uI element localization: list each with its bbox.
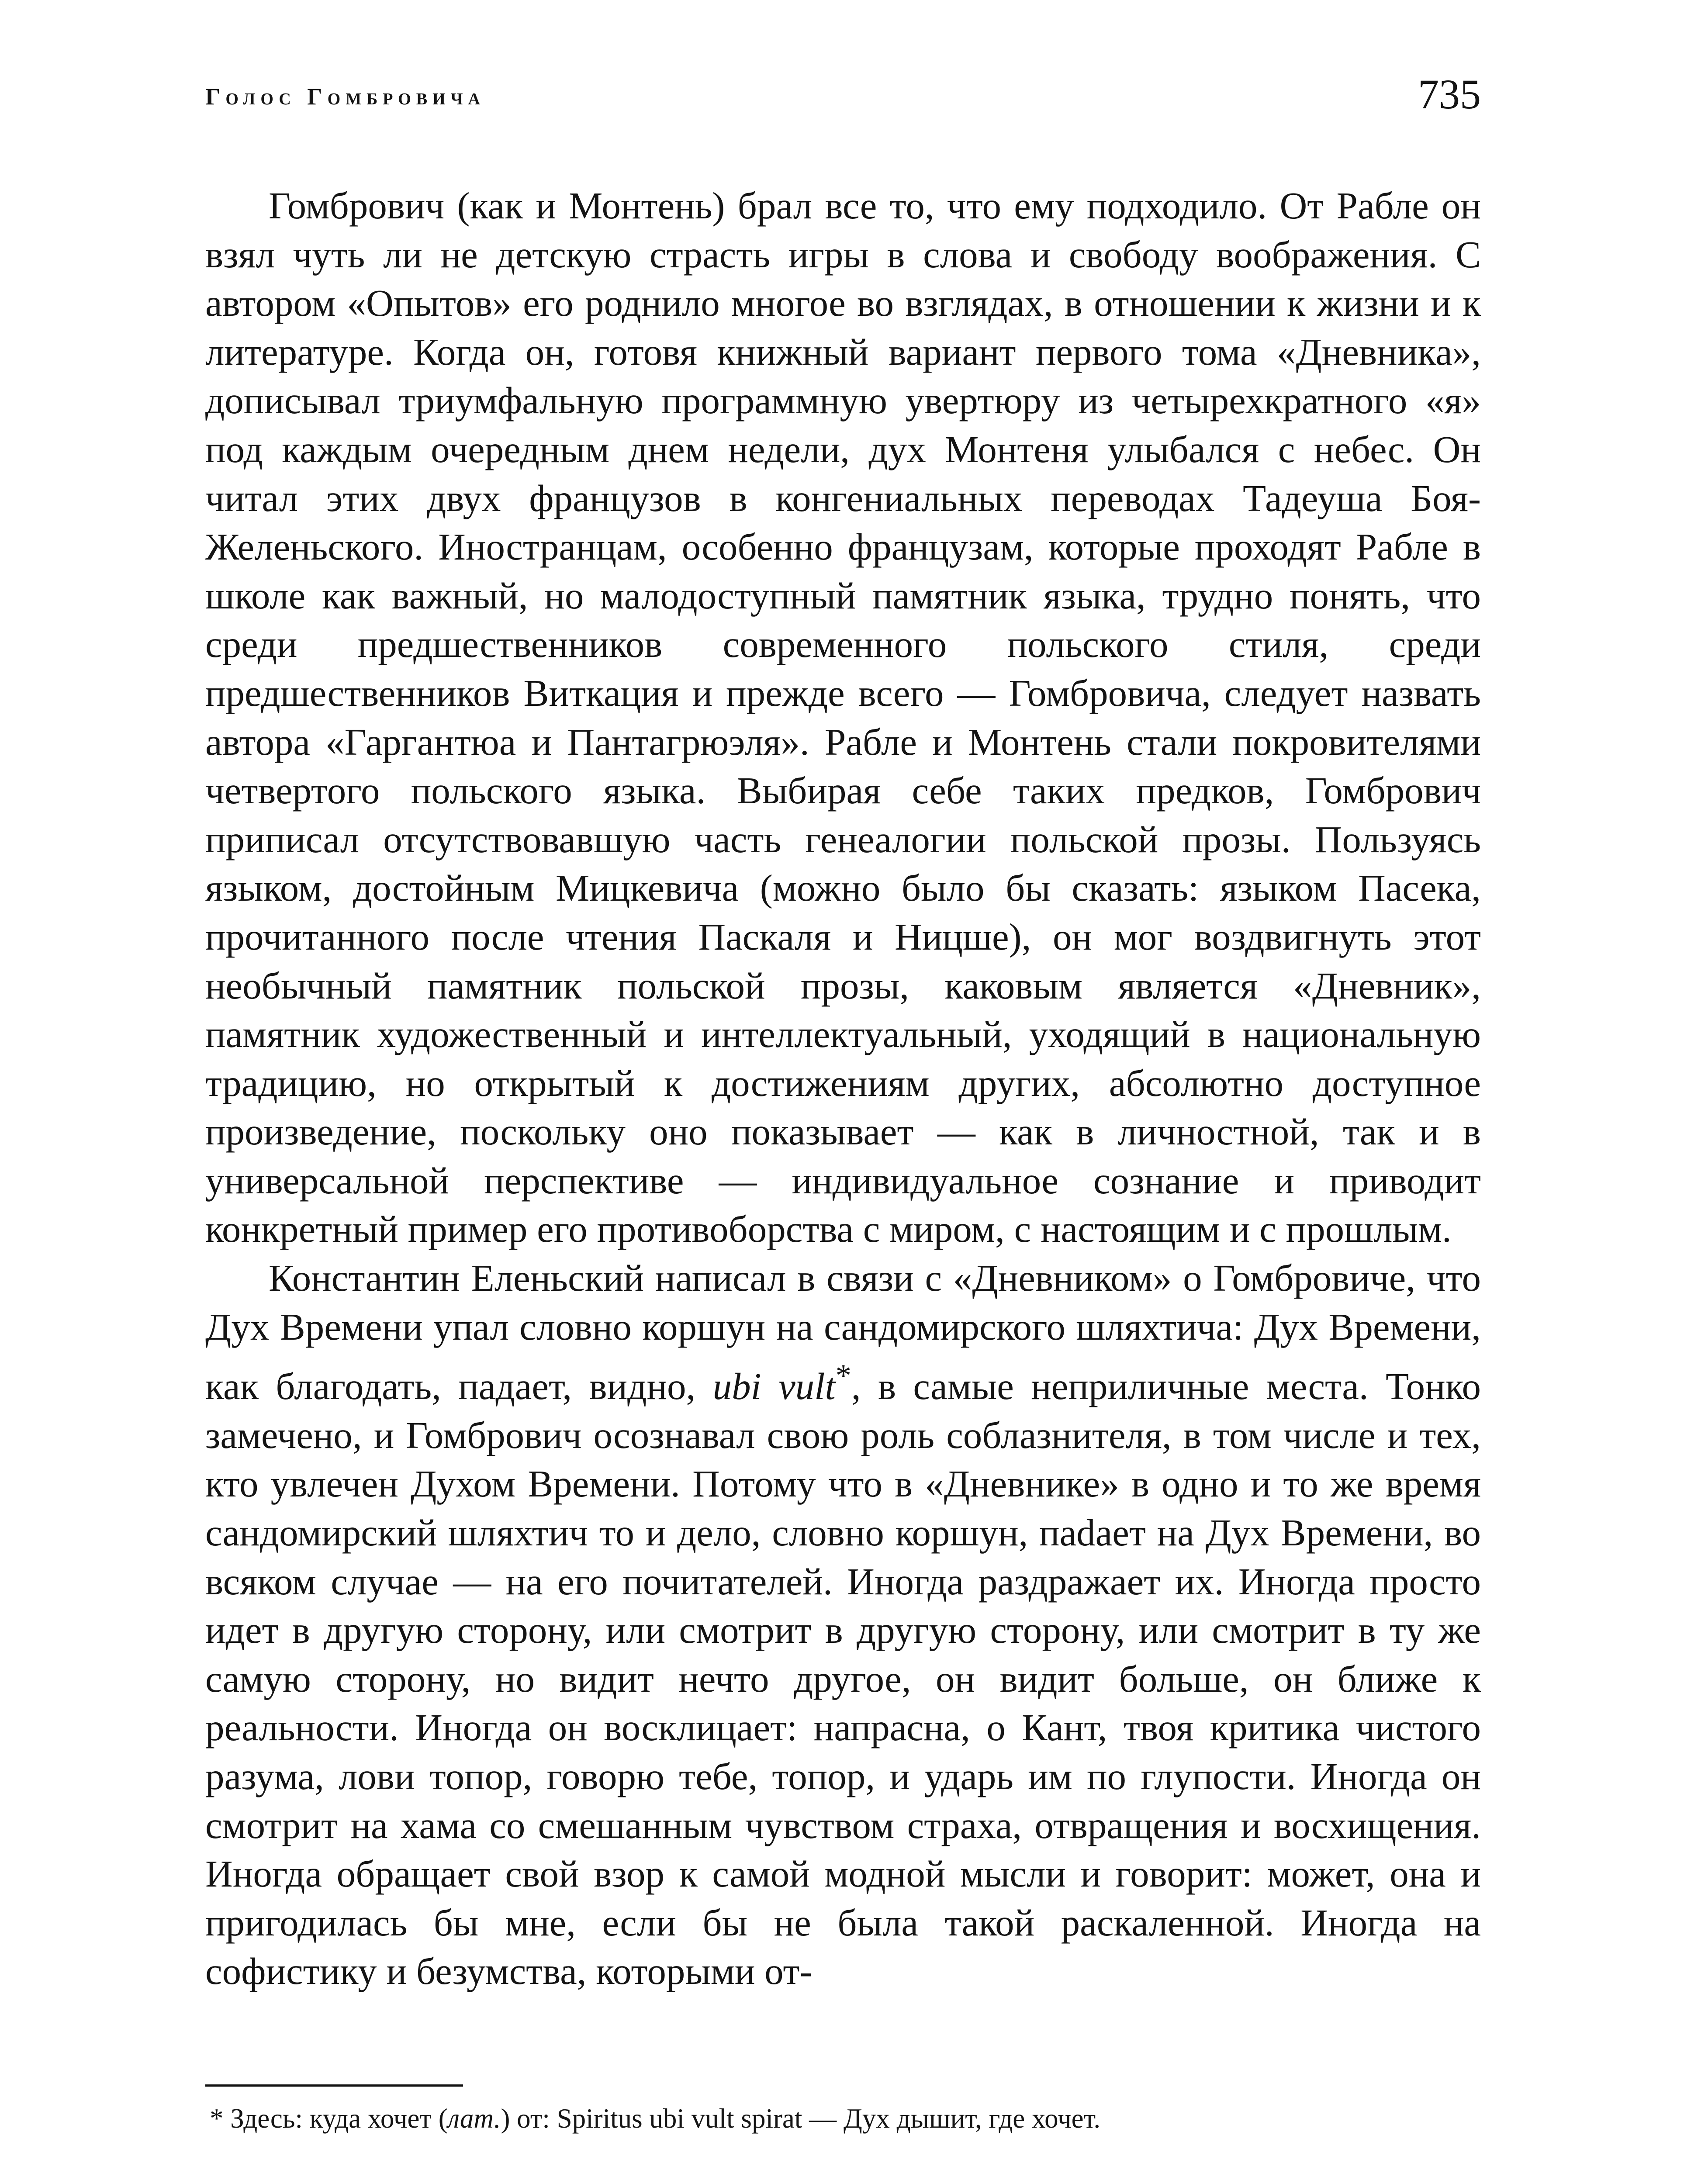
paragraph-2-text-end: , в самые неприличные места. Тонко замечено, и Гомбрович осознавал свою роль соблазнителя, в том числе и тех, кто увлечен Духом Времени. Потому что в «Дневнике» в одно и то же время сандомирский шляхтич то и дело, словно коршун, паdает на Дух Времени, во всяком случае — на его почитателей. Иногда раздражает их. Иногда просто идет в другую сторону, или смотрит в другую сторону, или смотрит в ту же самую сторону, но видит нечто другое, он видит больше, он ближе к реальности. Иногда он восклицает: напрасна, о Кант, твоя критика чистого разума, лови топор, говорю тебе, топор, и ударь им по глупости. Иногда он смотрит на хама со смешанным чувством страха, отвращения и восхищения. Иногда обращает свой взор к самой модной мысли и говорит: может, она и пригодилась бы мне, если бы не была такой раскаленной. Иногда на софистику и безумства, которыми от-: [205, 1365, 1481, 1993]
paragraph-1: [205, 181, 1481, 1254]
footnote-text-end: ) от: Spiritus ubi vult spirat — Дух дышит, где хочет.: [501, 2103, 1101, 2134]
paragraph-2: [205, 1254, 1481, 1996]
paragraph-1-text: Гомбрович (как и Монтень) брал все то, что ему подходило. От Рабле он взял чуть ли не детскую страсть игры в слова и свободу воображения. С автором «Опытов» его роднило многое во взглядах, в отношении к жизни и к литературе. Когда он, готовя книжный вариант первого тома «Дневника», дописывал триумфальную программную увертюру из четырехкратного «я» под каждым очередным днем недели, дух Монтеня улыбался с небес. Он читал этих двух французов в конгениальных переводах Тадеуша Боя-Желеньского. Иностранцам, особенно французам, которые проходят Рабле в школе как важный, но малодоступный памятник языка, трудно понять, что среди предшественников современного польского стиля, среди предшественников Виткация и прежде всего — Гомбровича, следует назвать автора «Гаргантюа и Пантагрюэля». Рабле и Монтень стали покровителями четвертого польского языка. Выбирая себе таких предков, Гомбрович приписал отсутствовавшую часть генеалогии польской прозы. Пользуясь языком, достойным Мицкевича (можно было бы сказать: языком Пасека, прочитанного после чтения Паскаля и Ницше), он мог воздвигнуть этот необычный памятник польской прозы, каковым является «Дневник», памятник художественный и интеллектуальный, уходящий в национальную традицию, но открытый к достижениям других, абсолютно доступное произведение, поскольку оно показывает — как в личностной, так и в универсальной перспективе — индивидуальное сознание и приводит конкретный пример его противоборства с миром, с настоящим и с прошлым.: [205, 184, 1481, 1251]
footnote: [210, 2101, 1481, 2136]
latin-phrase: ubi vult: [712, 1365, 836, 1408]
footnote-reference: *: [835, 1358, 851, 1393]
running-title: Голос Гомбровича: [205, 83, 485, 110]
paragraph-2-text-start: Константин Еленьский написал в связи с «Дневником» о Гомбровиче, что Дух Времени упал словно коршун на сандомирского шляхтича: Дух Времени, как благодать, падает, видно,: [205, 1257, 1481, 1408]
footnote-divider: [205, 2084, 463, 2087]
book-page: [205, 0, 1481, 2184]
footnote-marker: *: [210, 2103, 224, 2134]
footnote-abbreviation: лат.: [447, 2103, 501, 2134]
page-number: 735: [1418, 71, 1481, 117]
footnote-text-start: Здесь: куда хочет (: [223, 2103, 448, 2134]
main-text: [205, 181, 1481, 1996]
